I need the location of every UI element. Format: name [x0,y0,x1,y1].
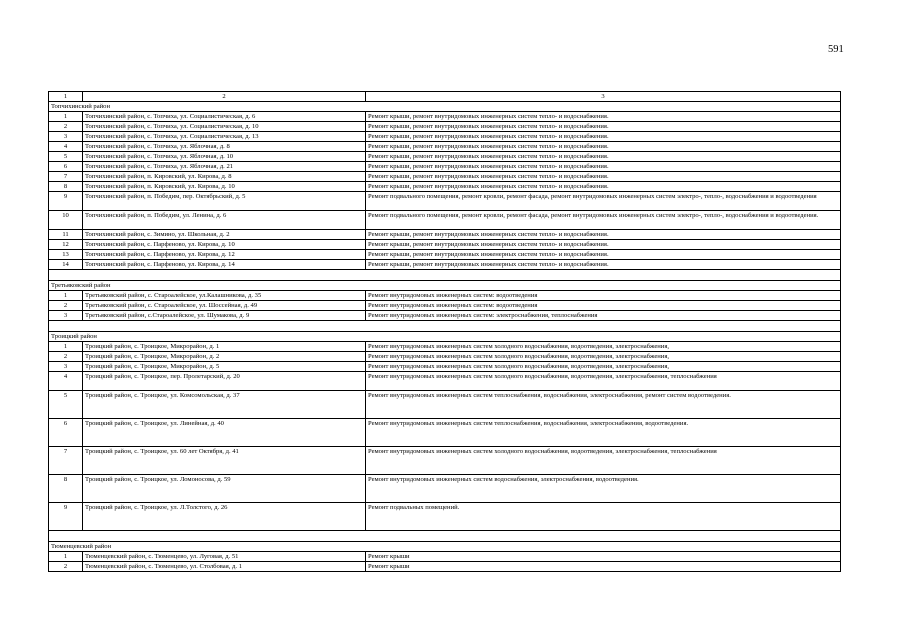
table-row [49,192,841,211]
row-number: 2 [49,352,83,362]
table-row [49,362,841,372]
row-address: Топчихинский район, п. Кировский, ул. Кирова, д. 8 [83,172,366,182]
row-address: Тюменцевский район, с. Тюменцево, ул. Столбовая, д. 1 [83,562,366,572]
section-title: Топчихинский район [49,102,841,112]
table-row [49,152,841,162]
row-address: Троицкий район, с. Троицкое, Микрорайон, д. 5 [83,362,366,372]
row-works: Ремонт внутридомовых инженерных систем холодного водоснабжения, водоотведения, электроснабжения, [366,342,841,352]
row-works: Ремонт внутридомовых инженерных систем холодного водоснабжения, водоотведения, электроснабжения, теплоснабжения [366,372,841,391]
row-number: 3 [49,311,83,321]
row-works: Ремонт крыши, ремонт внутридомовых инженерных систем тепло- и водоснабжения. [366,240,841,250]
table-row [49,240,841,250]
row-works: Ремонт внутридомовых инженерных систем теплоснабжения, водоснабжения, электроснабжения, ремонт систем водоотведения. [366,391,841,419]
row-works: Ремонт внутридомовых инженерных систем холодного водоснабжения, водоотведения, электроснабжения, [366,352,841,362]
row-address: Топчихинский район, с. Топчиха, ул. Социалистическая, д. 13 [83,132,366,142]
table-row [49,122,841,132]
row-number: 8 [49,182,83,192]
row-address: Третьяковский район, с.Староалейское, ул. Шумакова, д. 9 [83,311,366,321]
table-row [49,211,841,230]
section-spacer [49,321,841,332]
row-number: 4 [49,372,83,391]
row-works: Ремонт крыши, ремонт внутридомовых инженерных систем тепло- и водоснабжения. [366,230,841,240]
header-col-works: 3 [366,92,841,102]
header-col-number: 1 [49,92,83,102]
table-row [49,250,841,260]
table-row [49,112,841,122]
row-works: Ремонт крыши, ремонт внутридомовых инженерных систем тепло- и водоснабжения. [366,250,841,260]
row-works: Ремонт внутридомовых инженерных систем: водоотведения [366,291,841,301]
row-works: Ремонт крыши, ремонт внутридомовых инженерных систем тепло- и водоснабжения. [366,182,841,192]
row-number: 7 [49,172,83,182]
table-row [49,291,841,301]
row-number: 13 [49,250,83,260]
row-number: 14 [49,260,83,270]
row-works: Ремонт крыши, ремонт внутридомовых инженерных систем тепло- и водоснабжения. [366,112,841,122]
row-address: Топчихинский район, с. Зимино, ул. Школьная, д. 2 [83,230,366,240]
row-works: Ремонт подвальных помещений. [366,503,841,531]
section-spacer [49,270,841,281]
row-number: 1 [49,552,83,562]
section-header-row [49,332,841,342]
row-address: Троицкий район, с. Троицкое, ул. Л.Толстого, д. 26 [83,503,366,531]
row-number: 9 [49,192,83,211]
section-title: Третьяковский район [49,281,841,291]
row-number: 1 [49,342,83,352]
repair-register-table [48,91,841,572]
row-address: Топчихинский район, п. Победим, ул. Ленина, д. 6 [83,211,366,230]
row-works: Ремонт внутридомовых инженерных систем водоснабжения, электроснабжения, водоотведения. [366,475,841,503]
row-address: Топчихинский район, с. Парфеново, ул. Кирова, д. 10 [83,240,366,250]
row-number: 2 [49,562,83,572]
row-number: 2 [49,122,83,132]
row-address: Троицкий район, с. Троицкое, ул. Линейная, д. 40 [83,419,366,447]
row-number: 1 [49,291,83,301]
row-address: Топчихинский район, п. Победим, пер. Октябрьский, д. 5 [83,192,366,211]
row-works: Ремонт крыши, ремонт внутридомовых инженерных систем тепло- и водоснабжения. [366,172,841,182]
table-row [49,132,841,142]
row-address: Троицкий район, с. Троицкое, ул. Комсомольская, д. 37 [83,391,366,419]
row-address: Топчихинский район, с. Топчиха, ул. Социалистическая, д. 6 [83,112,366,122]
table-row [49,372,841,391]
row-number: 3 [49,362,83,372]
row-address: Топчихинский район, п. Кировский, ул. Кирова, д. 10 [83,182,366,192]
row-number: 6 [49,162,83,172]
row-number: 8 [49,475,83,503]
table-row [49,230,841,240]
row-number: 11 [49,230,83,240]
page-number: 591 [828,44,844,55]
table-row [49,562,841,572]
row-number: 12 [49,240,83,250]
row-works: Ремонт внутридомовых инженерных систем холодного водоснабжения, водоотведения, электроснабжения, [366,362,841,372]
row-works: Ремонт внутридомовых инженерных систем теплоснабжения, водоснабжения, электроснабжения, водоотведения. [366,419,841,447]
row-works: Ремонт крыши, ремонт внутридомовых инженерных систем тепло- и водоснабжения. [366,132,841,142]
row-number: 6 [49,419,83,447]
row-number: 7 [49,447,83,475]
table-row [49,475,841,503]
row-works: Ремонт крыши [366,562,841,572]
row-works: Ремонт подвального помещения, ремонт кровли, ремонт фасада, ремонт внутридомовых инженерных систем электро-, тепло-, водоснабжения и водоотведения. [366,211,841,230]
section-header-row [49,281,841,291]
section-title: Тюменцевский район [49,542,841,552]
row-number: 3 [49,132,83,142]
row-number: 10 [49,211,83,230]
header-col-address: 2 [83,92,366,102]
table-row [49,311,841,321]
row-number: 1 [49,112,83,122]
row-number: 9 [49,503,83,531]
row-address: Топчихинский район, с. Топчиха, ул. Яблочная, д. 8 [83,142,366,152]
row-address: Топчихинский район, с. Топчиха, ул. Яблочная, д. 21 [83,162,366,172]
row-address: Топчихинский район, с. Топчиха, ул. Яблочная, д. 10 [83,152,366,162]
table-row [49,419,841,447]
table-row [49,503,841,531]
row-address: Троицкий район, с. Троицкое, ул. Ломоносова, д. 59 [83,475,366,503]
row-number: 2 [49,301,83,311]
table-row [49,182,841,192]
section-title: Троицкий район [49,332,841,342]
row-number: 5 [49,152,83,162]
table-row [49,301,841,311]
table-row [49,142,841,152]
row-address: Топчихинский район, с. Парфеново, ул. Кирова, д. 14 [83,260,366,270]
table-row [49,391,841,419]
row-address: Третьяковский район, с. Староалейское, ул. Шоссейная, д. 49 [83,301,366,311]
table-row [49,342,841,352]
row-address: Троицкий район, с. Троицкое, Микрорайон, д. 2 [83,352,366,362]
table-row [49,552,841,562]
row-works: Ремонт внутридомовых инженерных систем: электроснабжения, теплоснабжения [366,311,841,321]
row-works: Ремонт крыши, ремонт внутридомовых инженерных систем тепло- и водоснабжения. [366,122,841,132]
row-address: Троицкий район, с. Троицкое, Микрорайон, д. 1 [83,342,366,352]
row-address: Троицкий район, с. Троицкое, пер. Пролетарский, д. 20 [83,372,366,391]
row-works: Ремонт крыши, ремонт внутридомовых инженерных систем тепло- и водоснабжения. [366,162,841,172]
row-address: Топчихинский район, с. Парфеново, ул. Кирова, д. 12 [83,250,366,260]
section-header-row [49,542,841,552]
row-works: Ремонт внутридомовых инженерных систем холодного водоснабжения, водоотведения, электроснабжения, теплоснабжения [366,447,841,475]
table-row [49,172,841,182]
row-works: Ремонт крыши, ремонт внутридомовых инженерных систем тепло- и водоснабжения. [366,152,841,162]
row-address: Тюменцевский район, с. Тюменцево, ул. Луговая, д. 51 [83,552,366,562]
row-works: Ремонт крыши [366,552,841,562]
row-address: Троицкий район, с. Троицкое, ул. 60 лет Октября, д. 41 [83,447,366,475]
section-header-row [49,102,841,112]
table-row [49,447,841,475]
table-row [49,260,841,270]
header-row [49,92,841,102]
row-number: 5 [49,391,83,419]
section-spacer [49,531,841,542]
row-address: Топчихинский район, с. Топчиха, ул. Социалистическая, д. 10 [83,122,366,132]
row-works: Ремонт крыши, ремонт внутридомовых инженерных систем тепло- и водоснабжения. [366,260,841,270]
row-works: Ремонт внутридомовых инженерных систем: водоотведения [366,301,841,311]
row-works: Ремонт подвального помещения, ремонт кровли, ремонт фасада, ремонт внутридомовых инженерных систем электро-, тепло-, водоснабжения и водоотведения [366,192,841,211]
table-row [49,162,841,172]
table-row [49,352,841,362]
row-number: 4 [49,142,83,152]
row-works: Ремонт крыши, ремонт внутридомовых инженерных систем тепло- и водоснабжения. [366,142,841,152]
row-address: Третьяковский район, с. Староалейское, ул.Калашникова, д. 35 [83,291,366,301]
